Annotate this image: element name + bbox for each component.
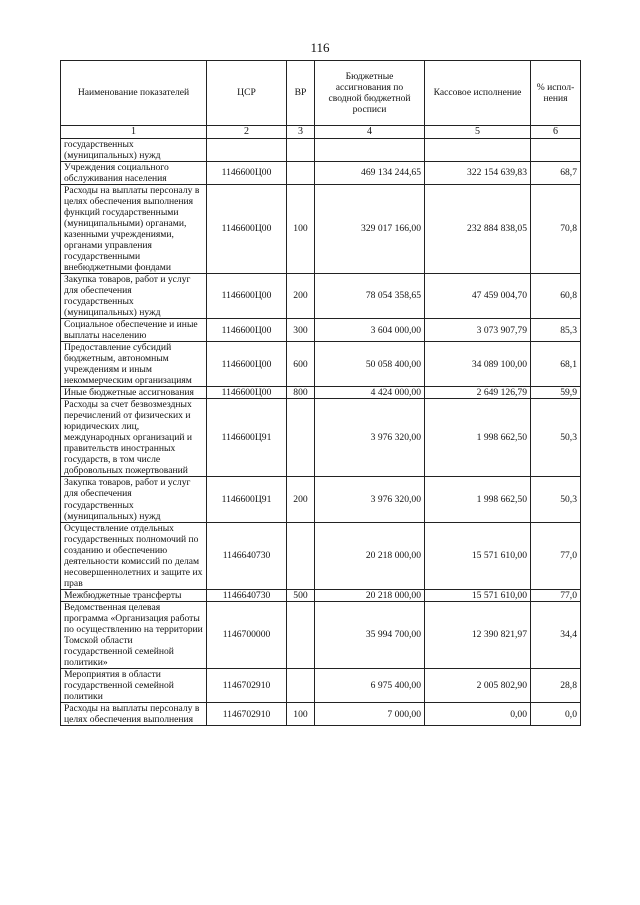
table-body [61,138,581,726]
row-vr-cell [287,522,315,589]
row-name-cell: Предоставление субсидий бюджетным, автономным учреждениям и иным некоммерческим организациям [61,342,207,387]
row-cash-cell: 3 073 907,79 [425,319,531,342]
table-row [61,138,581,161]
row-name-cell: Расходы за счет безвозмездных перечислений от физических и юридических лиц, международных организаций и правительств иностранных государств, в том числе добровольных пожертвований [61,399,207,477]
row-pct-cell: 60,8 [531,273,581,318]
row-csr-cell: 1146600Ц00 [207,319,287,342]
column-number: 4 [315,126,425,139]
row-csr-cell: 1146700000 [207,601,287,668]
row-cash-cell: 322 154 639,83 [425,161,531,184]
row-budget-cell: 3 604 000,00 [315,319,425,342]
row-name-cell: государственных (муниципальных) нужд [61,138,207,161]
row-name-cell: Социальное обеспечение и иные выплаты населению [61,319,207,342]
table-row [61,399,581,477]
row-budget-cell: 329 017 166,00 [315,184,425,273]
row-pct-cell: 34,4 [531,601,581,668]
page-number: 116 [310,40,330,55]
row-csr-cell [207,138,287,161]
table-row [61,387,581,399]
row-vr-cell [287,138,315,161]
row-csr-cell: 1146600Ц91 [207,477,287,522]
row-csr-cell: 1146600Ц00 [207,387,287,399]
budget-execution-table [60,60,581,726]
column-header: Кассовое исполнение [425,61,531,126]
row-vr-cell [287,161,315,184]
row-budget-cell [315,138,425,161]
column-header: Наименование показателей [61,61,207,126]
row-cash-cell: 15 571 610,00 [425,589,531,601]
row-pct-cell: 68,1 [531,342,581,387]
column-number: 2 [207,126,287,139]
column-header: % испол-нения [531,61,581,126]
table-row [61,342,581,387]
column-number-row [61,126,581,139]
row-pct-cell: 77,0 [531,589,581,601]
row-vr-cell: 200 [287,477,315,522]
row-name-cell: Иные бюджетные ассигнования [61,387,207,399]
column-header: ЦСР [207,61,287,126]
row-budget-cell: 3 976 320,00 [315,399,425,477]
row-name-cell: Расходы на выплаты персоналу в целях обеспечения выполнения [61,703,207,726]
table-row [61,319,581,342]
row-cash-cell: 1 998 662,50 [425,477,531,522]
row-csr-cell: 1146702910 [207,668,287,702]
row-csr-cell: 1146600Ц00 [207,342,287,387]
row-cash-cell: 0,00 [425,703,531,726]
row-budget-cell: 7 000,00 [315,703,425,726]
column-number: 5 [425,126,531,139]
row-name-cell: Ведомственная целевая программа «Организация работы по осуществлению на территории Томской области государственной семейной политики» [61,601,207,668]
row-pct-cell [531,138,581,161]
row-pct-cell: 68,7 [531,161,581,184]
row-cash-cell: 47 459 004,70 [425,273,531,318]
row-vr-cell [287,668,315,702]
row-csr-cell: 1146600Ц00 [207,161,287,184]
row-csr-cell: 1146640730 [207,522,287,589]
row-vr-cell: 600 [287,342,315,387]
row-vr-cell: 200 [287,273,315,318]
row-pct-cell: 50,3 [531,399,581,477]
row-csr-cell: 1146640730 [207,589,287,601]
table-row [61,601,581,668]
table-row [61,477,581,522]
row-budget-cell: 78 054 358,65 [315,273,425,318]
row-pct-cell: 0,0 [531,703,581,726]
row-name-cell: Мероприятия в области государственной семейной политики [61,668,207,702]
row-cash-cell [425,138,531,161]
table-row [61,161,581,184]
table-row [61,184,581,273]
table-row [61,589,581,601]
row-budget-cell: 4 424 000,00 [315,387,425,399]
column-number: 3 [287,126,315,139]
row-name-cell: Закупка товаров, работ и услуг для обеспечения государственных (муниципальных) нужд [61,273,207,318]
row-budget-cell: 3 976 320,00 [315,477,425,522]
row-budget-cell: 20 218 000,00 [315,522,425,589]
table-header-row [61,61,581,126]
row-cash-cell: 34 089 100,00 [425,342,531,387]
row-name-cell: Межбюджетные трансферты [61,589,207,601]
row-budget-cell: 469 134 244,65 [315,161,425,184]
row-pct-cell: 59,9 [531,387,581,399]
row-vr-cell [287,601,315,668]
column-header: ВР [287,61,315,126]
row-csr-cell: 1146600Ц00 [207,184,287,273]
row-name-cell: Расходы на выплаты персоналу в целях обеспечения выполнения функций государственными (муниципальными) органами, казенными учреждениями, органами управления государственными внебюджетными фондами [61,184,207,273]
row-name-cell: Закупка товаров, работ и услуг для обеспечения государственных (муниципальных) нужд [61,477,207,522]
row-cash-cell: 15 571 610,00 [425,522,531,589]
row-vr-cell: 500 [287,589,315,601]
row-csr-cell: 1146600Ц91 [207,399,287,477]
row-cash-cell: 2 649 126,79 [425,387,531,399]
row-budget-cell: 35 994 700,00 [315,601,425,668]
row-vr-cell: 800 [287,387,315,399]
row-budget-cell: 20 218 000,00 [315,589,425,601]
table-row [61,703,581,726]
column-number: 1 [61,126,207,139]
row-pct-cell: 70,8 [531,184,581,273]
row-vr-cell: 100 [287,703,315,726]
row-vr-cell: 100 [287,184,315,273]
row-pct-cell: 77,0 [531,522,581,589]
row-cash-cell: 232 884 838,05 [425,184,531,273]
row-pct-cell: 28,8 [531,668,581,702]
row-cash-cell: 2 005 802,90 [425,668,531,702]
row-name-cell: Учреждения социального обслуживания населения [61,161,207,184]
column-number: 6 [531,126,581,139]
row-budget-cell: 50 058 400,00 [315,342,425,387]
row-budget-cell: 6 975 400,00 [315,668,425,702]
table-row [61,522,581,589]
row-vr-cell [287,399,315,477]
table-row [61,668,581,702]
row-name-cell: Осуществление отдельных государственных полномочий по созданию и обеспечению деятельности комиссий по делам несовершеннолетних и защите их прав [61,522,207,589]
table-row [61,273,581,318]
row-cash-cell: 12 390 821,97 [425,601,531,668]
row-pct-cell: 50,3 [531,477,581,522]
row-csr-cell: 1146702910 [207,703,287,726]
row-vr-cell: 300 [287,319,315,342]
column-header: Бюджетные ассигнования по сводной бюджетной росписи [315,61,425,126]
row-pct-cell: 85,3 [531,319,581,342]
row-cash-cell: 1 998 662,50 [425,399,531,477]
row-csr-cell: 1146600Ц00 [207,273,287,318]
